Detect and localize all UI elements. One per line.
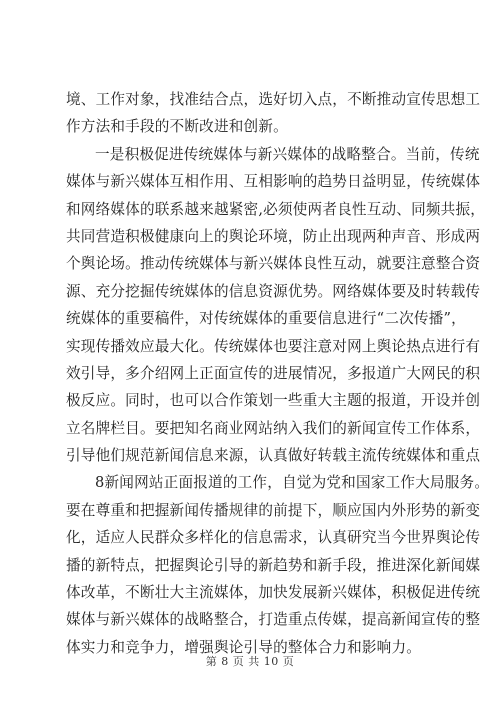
text-line: 体改革，不断壮大主流媒体，加快发展新兴媒体，积极促进传统: [66, 584, 481, 602]
text-line: 立名牌栏目。要把知名商业网站纳入我们的新闻宣传工作体系，: [66, 419, 481, 437]
text-line: 个舆论场。推动传统媒体与新兴媒体良性互动，就要注意整合资: [66, 255, 481, 273]
text-line: 体实力和竞争力，增强舆论引导的整体合力和影响力。: [66, 638, 422, 656]
text-line: 媒体与新兴媒体的战略整合，打造重点传媒，提高新闻宣传的整: [66, 611, 481, 629]
text-line: 8新闻网站正面报道的工作，自觉为党和国家工作大局服务。: [95, 474, 490, 492]
page-number-footer: 第 8 页 共 10 页: [205, 655, 295, 668]
text-line: 要在尊重和把握新闻传播规律的前提下，顺应国内外形势的新变: [66, 501, 481, 519]
text-line: 播的新特点，把握舆论引导的新趋势和新手段，推进深化新闻媒: [66, 556, 481, 574]
text-line: 和网络媒体的联系越来越紧密,必须使两者良性互动、同频共振，: [66, 200, 486, 218]
text-line: 媒体与新兴媒体互相作用、互相影响的趋势日益明显，传统媒体: [66, 173, 481, 191]
text-line: 源、充分挖掘传统媒体的信息资源优势。网络媒体要及时转载传: [66, 282, 481, 300]
text-line: 共同营造积极健康向上的舆论环境，防止出现两种声音、形成两: [66, 227, 481, 245]
text-line: 引导他们规范新闻信息来源，认真做好转载主流传统媒体和重点: [66, 447, 481, 465]
paragraph-first-line: 一是积极促进传统媒体与新兴媒体的战略整合。当前，传统: [95, 145, 480, 163]
text-line: 实现传播效应最大化。传统媒体也要注意对网上舆论热点进行有: [66, 337, 481, 355]
text-line: 统媒体的重要稿件，对传统媒体的重要信息进行“二次传播”，: [66, 310, 466, 328]
text-line: 作方法和手段的不断改进和创新。: [66, 118, 288, 136]
text-line: 效引导，多介绍网上正面宣传的进展情况，多报道广大网民的积: [66, 364, 481, 382]
text-line: 化，适应人民群众多样化的信息需求，认真研究当今世界舆论传: [66, 529, 481, 547]
text-line: 境、工作对象，找准结合点，选好切入点，不断推动宣传思想工: [66, 91, 481, 108]
text-line: 极反应。同时，也可以合作策划一些重大主题的报道，开设并创: [66, 392, 481, 410]
document-body: [66, 86, 490, 661]
